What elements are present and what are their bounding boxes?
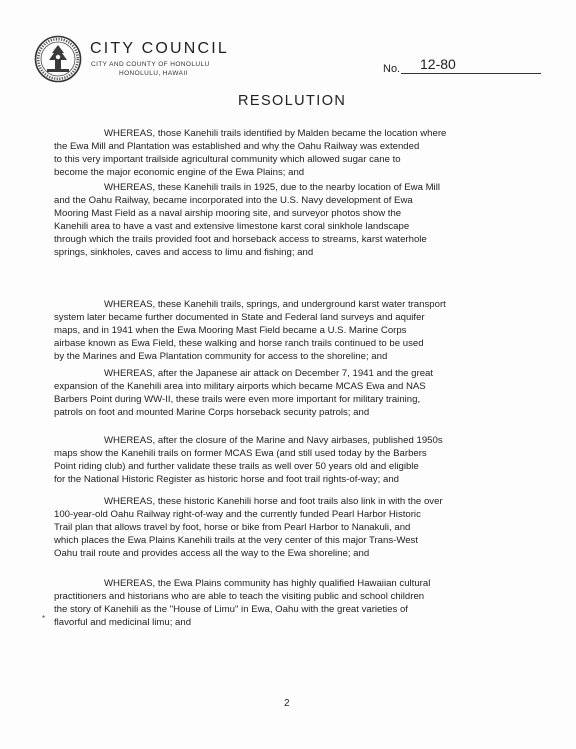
- paragraph-line: become the major economic engine of the Ewa Plains; and: [54, 167, 305, 178]
- paragraph-line: flavorful and medicinal limu; and: [54, 617, 192, 628]
- paragraph-line: airbase known as Ewa Field, these walking and horse ranch trails continued to be used: [54, 338, 424, 349]
- resolution-number-value: 12-80: [420, 56, 456, 72]
- paragraph-line: and the Oahu Railway, became incorporated into the U.S. Navy development of Ewa: [54, 195, 413, 206]
- paragraph-line: WHEREAS, the Ewa Plains community has highly qualified Hawaiian cultural: [104, 578, 431, 589]
- city-seal-icon: [34, 35, 82, 83]
- council-subtitle-location: HONOLULU, HAWAII: [119, 70, 188, 77]
- paragraph-line: to this very important trailside agricultural community which allowed sugar cane to: [54, 154, 401, 165]
- whereas-paragraph: [54, 298, 524, 363]
- whereas-paragraph: [54, 367, 524, 419]
- paragraph-line: Kanehili area to have a vast and extensive limestone karst coral sinkhole landscape: [54, 221, 410, 232]
- paragraph-line: which places the Ewa Plains Kanehili trails at the very center of this major Trans-West: [54, 535, 419, 546]
- paragraph-line: system later became further documented in State and Federal land surveys and aquifer: [54, 312, 425, 323]
- paragraph-line: Point riding club) and further validate these trails as well over 50 years old and eligible: [54, 461, 419, 472]
- paragraph-line: maps show the Kanehili trails on former MCAS Ewa (and still used today by the Barbers: [54, 448, 427, 459]
- whereas-paragraph: [54, 495, 524, 560]
- council-title: CITY COUNCIL: [90, 40, 230, 57]
- whereas-paragraph: [54, 577, 524, 629]
- paragraph-line: maps, and in 1941 when the Ewa Mooring Mast Field became a U.S. Marine Corps: [54, 325, 407, 336]
- paragraph-line: WHEREAS, these Kanehili trails in 1925, due to the nearby location of Ewa Mill: [104, 182, 440, 193]
- paragraph-line: springs, sinkholes, caves and access to limu and fishing; and: [54, 247, 314, 258]
- paragraph-line: for the National Historic Register as historic horse and foot trail rights-of-way; and: [54, 474, 399, 485]
- paragraph-line: 100-year-old Oahu Railway right-of-way and the currently funded Pearl Harbor Historic: [54, 509, 421, 520]
- paragraph-line: expansion of the Kanehili area into military airports which became MCAS Ewa and NAS: [54, 381, 426, 392]
- whereas-paragraph: [54, 181, 524, 259]
- council-subtitle-city-county: CITY AND COUNTY OF HONOLULU: [91, 61, 210, 68]
- margin-mark: *: [42, 614, 46, 623]
- paragraph-line: through which the trails provided foot and horseback access to streams, karst waterhole: [54, 234, 427, 245]
- paragraph-line: WHEREAS, these historic Kanehili horse and foot trails also link in with the over: [104, 496, 443, 507]
- paragraph-line: WHEREAS, those Kanehili trails identified by Malden became the location where: [104, 128, 447, 139]
- paragraph-line: Trail plan that allows travel by foot, horse or bike from Pearl Harbor to Nanakuli, and: [54, 522, 411, 533]
- resolution-number-label: No.: [383, 63, 401, 75]
- paragraph-line: practitioners and historians who are able to teach the visiting public and school children: [54, 591, 425, 602]
- paragraph-line: WHEREAS, after the Japanese air attack on December 7, 1941 and the great: [104, 368, 434, 379]
- paragraph-line: the Ewa Mill and Plantation was established and why the Oahu Railway was extended: [54, 141, 420, 152]
- paragraph-line: Barbers Point during WW-II, these trails were even more important for military training,: [54, 394, 421, 405]
- paragraph-line: by the Marines and Ewa Plantation community for access to the shoreline; and: [54, 351, 388, 362]
- page-number: 2: [284, 698, 290, 709]
- whereas-paragraph: [54, 127, 524, 179]
- paragraph-line: WHEREAS, after the closure of the Marine and Navy airbases, published 1950s: [104, 435, 443, 446]
- paragraph-line: patrols on foot and mounted Marine Corps horseback security patrols; and: [54, 407, 370, 418]
- resolution-number-underline: [401, 73, 541, 74]
- paragraph-line: the story of Kanehili as the "House of Limu" in Ewa, Oahu with the great varieties of: [54, 604, 408, 615]
- resolution-heading: RESOLUTION: [238, 93, 347, 109]
- paragraph-line: WHEREAS, these Kanehili trails, springs, and underground karst water transport: [104, 299, 446, 310]
- paragraph-line: Mooring Mast Field as a naval airship mooring site, and surveyor photos show the: [54, 208, 402, 219]
- paragraph-line: Oahu trail route and provides access all the way to the Ewa shoreline; and: [54, 548, 370, 559]
- whereas-paragraph: [54, 434, 524, 486]
